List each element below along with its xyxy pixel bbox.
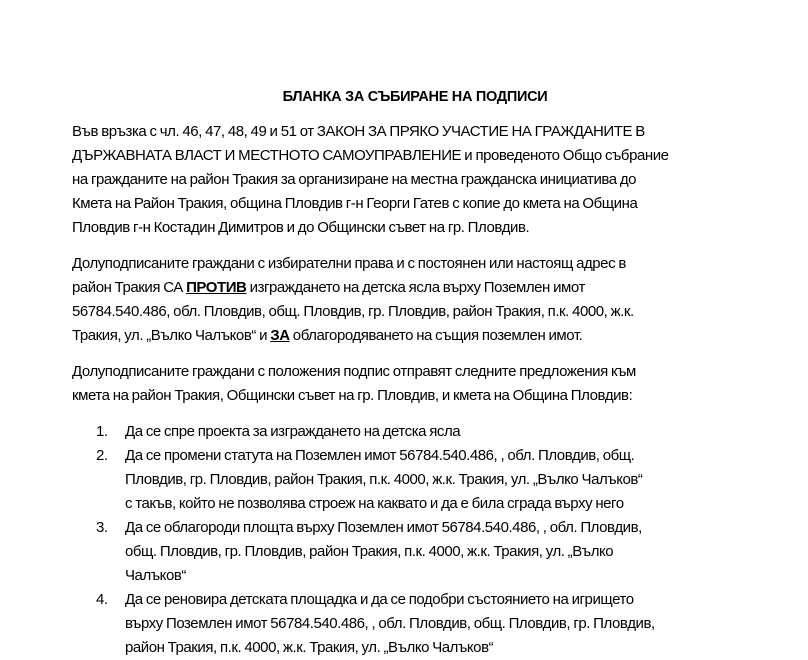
text-segment: облагородяването на същия поземлен имот.	[289, 327, 583, 344]
for-emphasis: ЗА	[270, 327, 290, 344]
text-line: Във връзка с чл. 46, 47, 48, 49 и 51 от ЗАКОН ЗА ПРЯКО УЧАСТИЕ НА ГРАЖДАНИТЕ В	[72, 123, 645, 140]
text-line: Да се облагороди площта върху Поземлен имот 56784.540.486, , обл. Пловдив,	[125, 519, 642, 536]
text-line: Долуподписаните граждани с избирателни права и с постоянен или настоящ адрес в	[72, 255, 626, 272]
text-line	[72, 324, 752, 348]
text-line: район Тракия, п.к. 4000, ж.к. Тракия, ул. „Вълко Чалъков“	[125, 639, 494, 656]
document-page	[72, 88, 752, 660]
text-line: с такъв, който не позволява строеж на каквато и да е била сграда върху него	[125, 495, 624, 512]
proposal-item	[72, 444, 752, 516]
text-segment: Тракия, ул. „Вълко Чалъков“ и	[72, 327, 271, 344]
text-line	[72, 276, 752, 300]
text-segment: изграждането на детска ясла върху Поземлен имот	[246, 279, 585, 296]
proposal-item	[72, 588, 752, 660]
proposal-number: 3.	[96, 519, 108, 536]
proposals-intro-paragraph	[72, 360, 752, 408]
text-line: общ. Пловдив, гр. Пловдив, район Тракия, п.к. 4000, ж.к. Тракия, ул. „Вълко	[125, 543, 614, 560]
document-title: БЛАНКА ЗА СЪБИРАНЕ НА ПОДПИСИ	[282, 89, 548, 105]
text-line: върху Поземлен имот 56784.540.486, , обл. Пловдив, общ. Пловдив, гр. Пловдив,	[125, 615, 655, 632]
text-line: ДЪРЖАВНАТА ВЛАСТ И МЕСТНОТО САМОУПРАВЛЕНИЕ и проведеното Общо събрание	[72, 147, 669, 164]
proposal-number: 4.	[96, 591, 108, 608]
position-paragraph	[72, 252, 752, 348]
text-line: Долуподписаните граждани с положения подпис отправят следните предложения към	[72, 363, 636, 380]
proposal-number: 2.	[96, 447, 108, 464]
text-line: Да се спре проекта за изграждането на детска ясла	[125, 423, 461, 440]
text-line: 56784.540.486, обл. Пловдив, общ. Пловдив, гр. Пловдив, район Тракия, п.к. 4000, ж.к.	[72, 303, 634, 320]
against-emphasis: ПРОТИВ	[186, 279, 247, 296]
text-line: Да се реновира детската площадка и да се подобри състоянието на игрището	[125, 591, 634, 608]
text-line: Чалъков“	[125, 567, 186, 584]
proposal-item	[72, 516, 752, 588]
text-line: Да се промени статута на Поземлен имот 56784.540.486, , обл. Пловдив, общ.	[125, 447, 635, 464]
intro-paragraph	[72, 120, 752, 240]
text-line: Пловдив, гр. Пловдив, район Тракия, п.к. 4000, ж.к. Тракия, ул. „Вълко Чалъков“	[125, 471, 643, 488]
text-line: Пловдив г-н Костадин Димитров и до Общински съвет на гр. Пловдив.	[72, 219, 530, 236]
proposal-item	[72, 420, 752, 444]
text-line: на гражданите на район Тракия за организиране на местна гражданска инициатива до	[72, 171, 637, 188]
text-line: Кмета на Район Тракия, община Пловдив г-н Георги Гатев с копие до кмета на Община	[72, 195, 638, 212]
text-line: кмета на район Тракия, Общински съвет на гр. Пловдив, и кмета на Община Пловдив:	[72, 387, 633, 404]
proposals-list	[72, 420, 752, 660]
text-segment: район Тракия СА	[72, 279, 187, 296]
proposal-number: 1.	[96, 423, 108, 440]
